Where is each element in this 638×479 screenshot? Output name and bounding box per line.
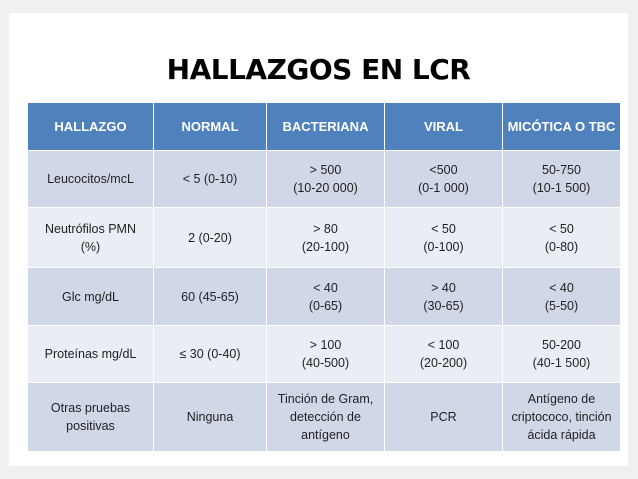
cell-finding: Leucocitos/mcL <box>28 151 154 208</box>
cell-bacterial <box>267 151 385 208</box>
cell-value: < 40 <box>549 280 574 295</box>
cell-range: (0-80) <box>544 239 579 254</box>
cell-viral <box>385 208 503 268</box>
cell-value: < 100 <box>427 338 460 352</box>
cell-value: < 50 <box>549 221 574 236</box>
cell-viral: PCR <box>385 383 503 452</box>
cell-value: > 40 <box>431 280 456 295</box>
table-row <box>28 268 621 326</box>
slide <box>9 13 628 466</box>
cell-viral <box>385 268 503 326</box>
cell-bacterial <box>267 326 385 383</box>
cell-viral <box>385 326 503 383</box>
header-micotica-tbc: MICÓTICA O TBC <box>503 103 621 151</box>
cell-fungal-tb <box>503 151 621 208</box>
table-row <box>28 326 621 383</box>
cell-value: 50-200 <box>542 338 581 352</box>
header-hallazgo: HALLAZGO <box>28 103 154 151</box>
cell-normal: 2 (0-20) <box>154 208 267 268</box>
cell-range: (10-20 000) <box>293 181 358 195</box>
cell-range: (40-500) <box>301 356 350 370</box>
cell-value: < 40 <box>313 280 338 295</box>
cell-finding: Neutrófilos PMN (%) <box>28 208 154 268</box>
cell-finding: Otras pruebas positivas <box>28 383 154 452</box>
table-row <box>28 208 621 268</box>
table-row <box>28 151 621 208</box>
csf-findings-table <box>27 102 621 452</box>
table-row <box>28 383 621 452</box>
cell-fungal-tb <box>503 326 621 383</box>
cell-value: > 100 <box>309 338 342 352</box>
cell-range: (10-1 500) <box>532 181 591 195</box>
cell-fungal-tb <box>503 208 621 268</box>
slide-title: HALLAZGOS EN LCR <box>166 53 471 86</box>
cell-value: < 50 <box>431 221 456 236</box>
cell-range: (0-100) <box>423 239 464 254</box>
cell-range: (0-1 000) <box>418 181 469 195</box>
cell-bacterial: Tinción de Gram, detección de antígeno <box>267 383 385 452</box>
cell-range: (0-65) <box>308 298 343 313</box>
cell-normal: < 5 (0-10) <box>154 151 267 208</box>
header-normal: NORMAL <box>154 103 267 151</box>
cell-bacterial <box>267 268 385 326</box>
header-viral: VIRAL <box>385 103 503 151</box>
cell-viral <box>385 151 503 208</box>
cell-fungal-tb: Antígeno de criptococo, tinción ácida rápida <box>503 383 621 452</box>
cell-value: 50-750 <box>542 163 581 177</box>
cell-normal: Ninguna <box>154 383 267 452</box>
header-bacteriana: BACTERIANA <box>267 103 385 151</box>
cell-bacterial <box>267 208 385 268</box>
cell-range: (40-1 500) <box>532 356 591 370</box>
cell-finding: Proteínas mg/dL <box>28 326 154 383</box>
cell-value: > 500 <box>309 163 342 177</box>
cell-fungal-tb <box>503 268 621 326</box>
cell-range: (20-100) <box>301 239 350 254</box>
cell-range: (5-50) <box>544 298 579 313</box>
cell-value: <500 <box>429 163 458 177</box>
cell-range: (30-65) <box>423 298 464 313</box>
cell-normal: 60 (45-65) <box>154 268 267 326</box>
cell-finding: Glc mg/dL <box>28 268 154 326</box>
table-header-row <box>28 103 621 151</box>
cell-value: > 80 <box>313 221 338 236</box>
cell-normal: ≤ 30 (0-40) <box>154 326 267 383</box>
cell-range: (20-200) <box>419 356 468 370</box>
